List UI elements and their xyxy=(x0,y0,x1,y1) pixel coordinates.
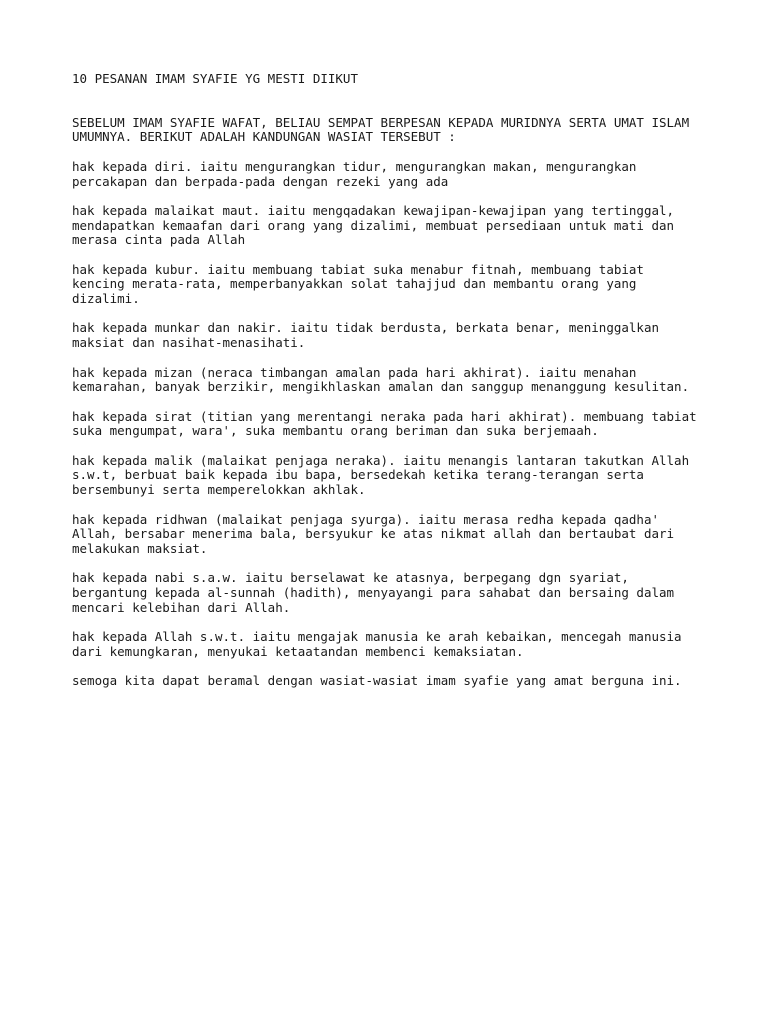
paragraph-hak-ridhwan: hak kepada ridhwan (malaikat penjaga syurga). iaitu merasa redha kepada qadha' Allah, bersabar menerima bala, bersyukur ke atas nikmat allah dan bertaubat dari melakukan maksiat. xyxy=(72,511,675,556)
paragraph-hak-malaikat-maut: hak kepada malaikat maut. iaitu mengqadakan kewajipan-kewajipan yang tertinggal, mendapatkan kemaafan dari orang yang dizalimi, membuat persediaan untuk mati dan merasa cinta pada Allah xyxy=(72,202,675,248)
paragraph-hak-malik: hak kepada malik (malaikat penjaga neraka). iaitu menangis lantaran takutkan Allah s.w.t, berbuat baik kepada ibu bapa, bersedekah ketika terang-terangan serta bersembunyi serta memperelokkan akhlak. xyxy=(72,452,690,498)
document-title: 10 PESANAN IMAM SYAFIE YG MESTI DIIKUT xyxy=(72,71,358,86)
paragraph-hak-nabi: hak kepada nabi s.a.w. iaitu berselawat ke atasnya, berpegang dgn syariat, bergantung kepada al-sunnah (hadith), menyayangi para sahabat dan bersaing dalam mencari kelebihan dari Allah. xyxy=(72,570,675,615)
intro-paragraph: SEBELUM IMAM SYAFIE WAFAT, BELIAU SEMPAT BERPESAN KEPADA MURIDNYA SERTA UMAT ISLAM UMUMNYA. BERIKUT ADALAH KANDUNGAN WASIAT TERSEBUT : xyxy=(72,114,690,145)
paragraph-hak-diri: hak kepada diri. iaitu mengurangkan tidur, mengurangkan makan, mengurangkan percakapan dan berpada-pada dengan rezeki yang ada xyxy=(72,158,637,189)
paragraph-hak-mizan: hak kepada mizan (neraca timbangan amalan pada hari akhirat). iaitu menahan kemarahan, banyak berzikir, mengikhlaskan amalan dan sanggup menanggung kesulitan. xyxy=(72,364,690,395)
paragraph-hak-allah: hak kepada Allah s.w.t. iaitu mengajak manusia ke arah kebaikan, mencegah manusia dari kemungkaran, menyukai ketaatandan membenci kemaksiatan. xyxy=(72,629,682,659)
document-page xyxy=(72,72,712,704)
paragraph-hak-sirat: hak kepada sirat (titian yang merentangi neraka pada hari akhirat). membuang tabiat suka mengumpat, wara', suka membantu orang beriman dan suka berjemaah. xyxy=(72,408,697,439)
paragraph-hak-kubur: hak kepada kubur. iaitu membuang tabiat suka menabur fitnah, membuang tabiat kencing merata-rata, memperbanyakkan solat tahajjud dan membantu orang yang dizalimi. xyxy=(72,261,644,307)
closing-paragraph: semoga kita dapat beramal dengan wasiat-wasiat imam syafie yang amat berguna ini. xyxy=(72,673,682,689)
paragraph-hak-munkar-nakir: hak kepada munkar dan nakir. iaitu tidak berdusta, berkata benar, meninggalkan maksiat dan nasihat-menasihati. xyxy=(72,320,659,351)
